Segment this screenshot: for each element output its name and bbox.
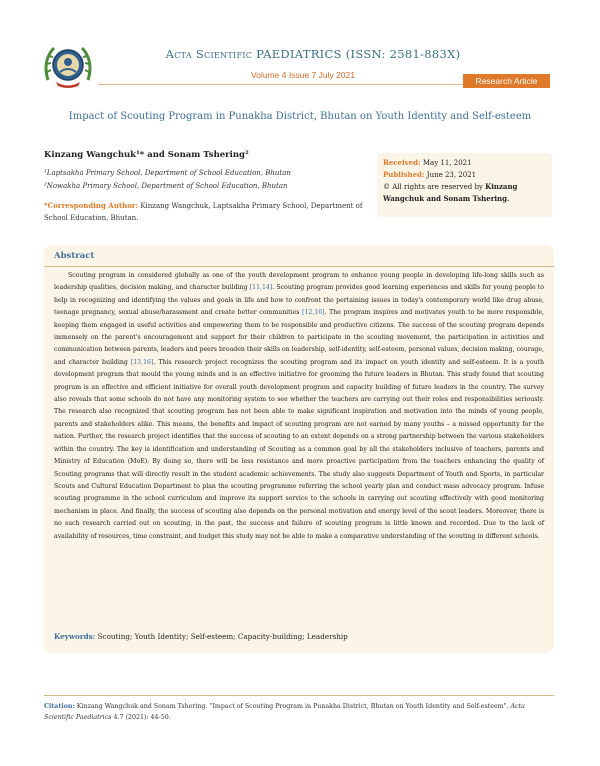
article-type-badge: Research Article: [463, 74, 550, 88]
published-date: Published: June 23, 2021: [383, 170, 477, 179]
publication-dates-box: [377, 153, 552, 217]
paper-title: Impact of Scouting Program in Punakha District, Bhutan on Youth Identity and Self-esteem: [68, 111, 532, 122]
abstract-divider: [44, 266, 554, 267]
affiliation-1: ¹Laptsakha Primary School, Department of School Education, Bhutan: [44, 169, 291, 177]
citation-link[interactable]: [11,14]: [249, 284, 273, 292]
journal-seal-icon: [42, 42, 94, 90]
copyright-notice: © All rights are reserved by Kinzang Wangchuk and Sonam Tshering.: [383, 182, 518, 203]
affiliation-2: ²Nowakha Primary School, Department of School Education, Bhutan: [44, 182, 288, 190]
citation-label: Citation:: [44, 703, 75, 710]
keywords-label: Keywords:: [54, 632, 96, 641]
abstract-section: [44, 245, 554, 653]
abstract-body: Scouting program in considered globally as one of the youth development program to enhance young people in developing life-long skills such as leadership qualities, decision making, and character building [11,14]. Scouting program provides good learning experiences and skills for young people to help in recognizing and identifying the values and goals in life and how to confront the pertaining issues in today's contemporary world like drug abuse, teenage pregnancy, sexual abuse/harassment and create better communities [12,16]. The program inspires and motivates youth to be more responsible, keeping them engaged in useful activities and empowering them to be responsible and productive citizens. The success of the scouting program depends immensely on the parent's encouragement and support for their children to participate in the scouting movement, the participation in activities and communication between parents, leaders and peers broaden their skills on leadership, self-identity, self-esteem, personal values, decision making, courage, and character building [13,16]. This research project recognizes the scouting program and its impact on youth identity and self-esteem. It is a youth development program that mould the young minds and is an effective initiative for grooming the future leaders in Bhutan. This study found that scouting program is an effective and efficient initiative for overall youth development program and capacity building of future leaders in the country. The survey also reveals that some schools do not have any monitoring system to see whether the teachers are carrying out their roles and responsibilities seriously. The research also recognized that scouting program has not been able to make significant inspiration and motivation into the minds of young people, parents and stakeholders alike. This means, the benefits and impact of scouting program are not earned by many youths – a missed opportunity for the nation. Further, the research project identifies that the success of scouting to an extent depends on a strong partnership between the various stakeholders within the country. The key is identification and understanding of Scouting as a common goal by all the stakeholders inclusive of teachers, parents and Ministry of Education (MoE). By doing so, there will be less resistance and more proactive participation from the teachers enhancing the quality of Scouting programs that will directly result in the student academic achievements. The study also suggests Department of Youth and Sports, in particular Scouts and Cultural Education Department to plan the scouting programme referring the school yearly plan and conduct mass advocacy program. Infuse scouting programme in the school curriculum and improve its support service to the schools in carrying out scouting effectively with good monitoring mechanism in place. And finally, the success of scouting also depends on the personal motivation and energy level of the scout leaders. Moreover, there is no such research carried out on scouting, in the past, the success and failure of scouting program is little known and recorded. Due to the lack of availability of resources, time constraint, and budget this study may not be able to make a comparative understanding of the scouting in different schools.: [54, 272, 544, 540]
author-list: Kinzang Wangchuk¹* and Sonam Tshering²: [44, 150, 249, 160]
volume-issue: Volume 4 Issue 7 July 2021: [251, 70, 355, 80]
citation-footer: Citation: Kinzang Wangchuk and Sonam Tshering. "Impact of Scouting Program in Punakha District, Bhutan on Youth Identity and Self-esteem". Acta Scientific Paediatrics 4.7 (2021): 44-50.: [44, 703, 525, 721]
citation-link[interactable]: [13,16]: [130, 358, 154, 366]
received-date: Received: May 11, 2021: [383, 158, 472, 167]
corresponding-author: [44, 200, 374, 224]
keywords: [54, 632, 544, 641]
citation-link[interactable]: [12,16]: [302, 309, 325, 317]
corresponding-text: Kinzang Wangchuk, Laptsakha Primary School, Department of School Education, Bhutan.: [44, 202, 363, 222]
corresponding-label: *Corresponding Author:: [44, 201, 139, 210]
footer-divider: [44, 695, 554, 696]
journal-title: Acta Scientific PAEDIATRICS (ISSN: 2581-883X): [165, 47, 461, 61]
abstract-heading: Abstract: [54, 251, 95, 261]
keywords-text: Scouting; Youth Identity; Self-esteem; Capacity-building; Leadership: [95, 632, 348, 641]
